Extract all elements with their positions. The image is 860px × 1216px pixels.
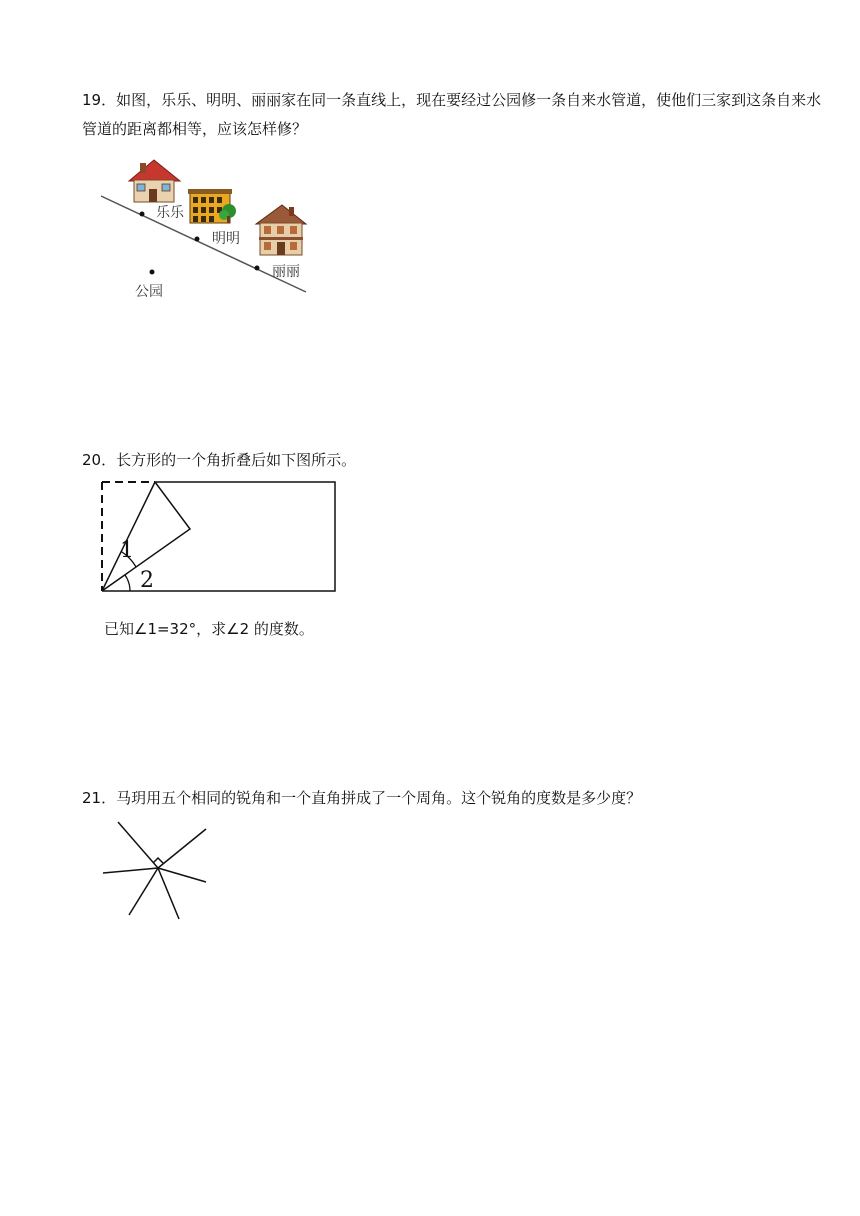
label-lele: 乐乐 bbox=[156, 205, 184, 221]
ray-5 bbox=[129, 868, 158, 915]
label-park: 公园 bbox=[135, 284, 163, 300]
ray-4 bbox=[158, 868, 206, 882]
question-text: 如图，乐乐、明明、丽丽家在同一条直线上，现在要经过公园修一条自来水管道，使他们三家到这条自来水管道的距离都相等，应该怎样修？ bbox=[82, 91, 822, 138]
label-mingming: 明明 bbox=[212, 231, 240, 247]
angle-2-label: 2 bbox=[140, 568, 154, 593]
question-text: 马玥用五个相同的锐角和一个直角拼成了一个周角。这个锐角的度数是多少度？ bbox=[116, 789, 642, 807]
ray-6 bbox=[158, 868, 179, 919]
ray-1 bbox=[118, 822, 158, 868]
question-number: 21． bbox=[82, 789, 117, 807]
ray-3 bbox=[103, 868, 158, 873]
ray-2 bbox=[158, 829, 206, 868]
question-number: 20． bbox=[82, 451, 117, 469]
question-number: 19． bbox=[82, 91, 117, 109]
label-lili: 丽丽 bbox=[272, 264, 300, 280]
right-angle-marker bbox=[153, 858, 163, 863]
question-20-subtext: 已知∠1=32°，求∠2 的度数。 bbox=[104, 620, 314, 638]
angle-1-label: 1 bbox=[120, 538, 134, 563]
question-text: 长方形的一个角折叠后如下图所示。 bbox=[116, 451, 357, 469]
